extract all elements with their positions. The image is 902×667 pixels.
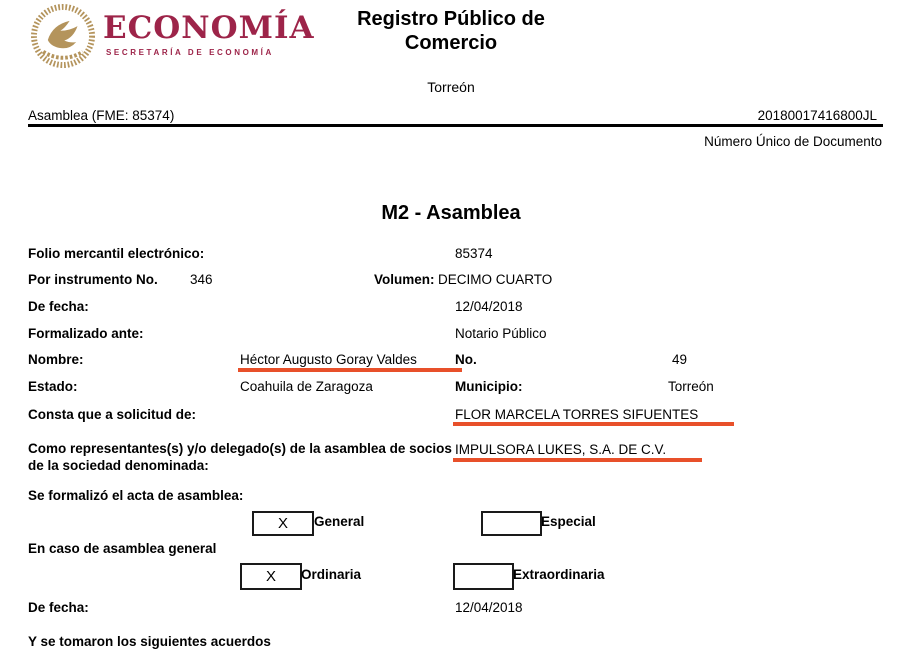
instrumento-label: Por instrumento No. [28, 272, 158, 287]
formalizado-label: Formalizado ante: [28, 326, 144, 341]
header-rule [28, 124, 883, 127]
ordinaria-checkbox [240, 563, 302, 590]
encaso-label: En caso de asamblea general [28, 541, 217, 556]
office-name: Torreón [427, 79, 475, 95]
fecha2-value: 12/04/2018 [455, 600, 523, 615]
document-type-fme: Asamblea (FME: 85374) [28, 108, 175, 123]
economia-wordmark: ECONOMÍA [103, 10, 315, 46]
unique-document-number: 20180017416800JL [757, 108, 877, 123]
representantes-highlight-underline [453, 458, 702, 462]
municipio-label: Municipio: [455, 379, 523, 394]
nombre-value: Héctor Augusto Goray Valdes [240, 352, 417, 367]
fecha2-label: De fecha: [28, 600, 89, 615]
secretaria-subtitle: SECRETARÍA DE ECONOMÍA [106, 48, 274, 57]
folio-label: Folio mercantil electrónico: [28, 246, 205, 261]
volumen-label: Volumen: [374, 272, 435, 287]
extraordinaria-label: Extraordinaria [513, 567, 605, 582]
unique-document-number-caption: Número Único de Documento [704, 134, 882, 149]
consta-label: Consta que a solicitud de: [28, 407, 197, 422]
form-title: M2 - Asamblea [381, 202, 521, 224]
formalizado-value: Notario Público [455, 326, 547, 341]
representantes-value: IMPULSORA LUKES, S.A. DE C.V. [455, 442, 667, 457]
volumen-value: DECIMO CUARTO [438, 272, 553, 287]
especial-checkbox [481, 511, 542, 536]
ordinaria-checkbox-mark: X [265, 568, 276, 585]
general-checkbox-mark: X [277, 515, 288, 532]
ordinaria-label: Ordinaria [301, 567, 362, 582]
estado-label: Estado: [28, 379, 78, 394]
fecha1-value: 12/04/2018 [455, 299, 523, 314]
acuerdos-label: Y se tomaron los siguientes acuerdos [28, 634, 271, 649]
notario-no-value: 49 [672, 352, 688, 367]
consta-value: FLOR MARCELA TORRES SIFUENTES [455, 407, 699, 422]
document-title [0, 7, 902, 55]
notario-no-label: No. [455, 352, 477, 367]
acta-label: Se formalizó el acta de asamblea: [28, 488, 244, 503]
general-checkbox [252, 511, 314, 536]
estado-value: Coahuila de Zaragoza [240, 379, 373, 394]
consta-highlight-underline [453, 422, 734, 426]
representantes-label: Como representantes(s) y/o delegado(s) de la asamblea de socios de la sociedad denominada: [28, 441, 452, 473]
folio-value: 85374 [455, 246, 493, 261]
nombre-label: Nombre: [28, 352, 84, 367]
extraordinaria-checkbox [453, 563, 514, 590]
instrumento-value: 346 [190, 272, 213, 287]
document-title-line1: Registro Público de [357, 8, 545, 30]
document-title-line2: Comercio [404, 32, 498, 54]
municipio-value: Torreón [668, 379, 714, 394]
especial-label: Especial [541, 514, 596, 529]
general-label: General [314, 514, 365, 529]
fecha1-label: De fecha: [28, 299, 89, 314]
nombre-highlight-underline [238, 368, 462, 372]
